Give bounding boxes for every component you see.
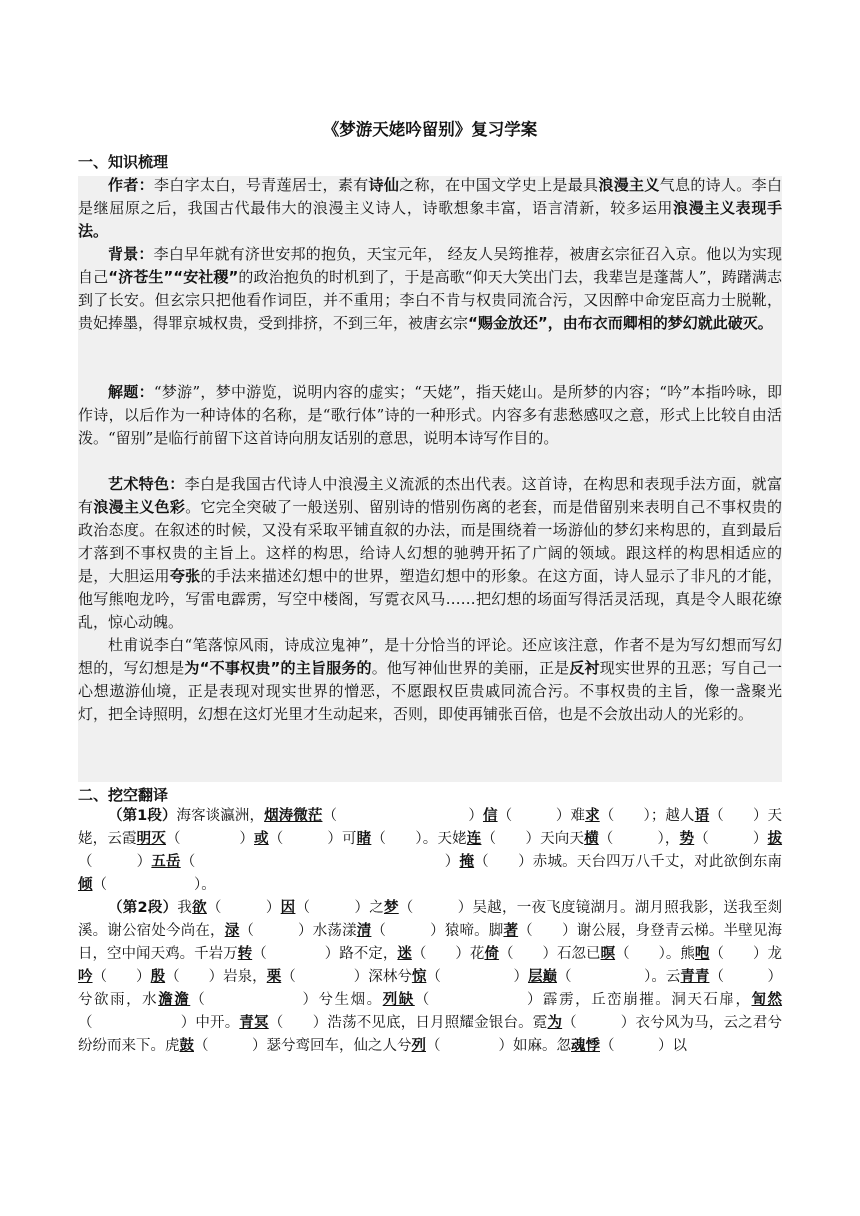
blank-keyword: 欲 [192,900,207,916]
text: 我 [177,900,193,916]
blank-keyword: 明灭 [136,831,167,847]
blank-keyword: 连 [466,831,482,847]
text: 。他写神仙世界的美丽，正是 [371,659,570,677]
blank-keyword: 惊 [411,969,427,985]
blank-keyword: 睹 [356,831,372,847]
text: 现实世界的丑恶；写自己一心想遨游仙境，正是表现对现实世界的憎恶，不愿跟权臣贵戚同流合污。不事权贵的主旨，像一盏聚光灯，把全诗照明，幻想在这灯光里才生动起来，否则，即使再铺张百倍，也是不会放出动人的光彩的。 [78,659,782,723]
blank-keyword: 澹澹 [158,992,191,1008]
blank-keyword: 烟涛微茫 [264,808,323,824]
text: 的政治抱负的时机到了，于是高歌“仰天大笑出门去，我辈岂是蓬蒿人”，踌躇满志到了长安。但玄宗只把他看作词臣，并不重用；李白不肯与权贵同流合污，又因醉中命宠臣高力士脱靴，贵妃捧墨，得罪京城权贵，受到排挤，不到三年，被唐玄宗 [78,268,782,332]
text: （ ）吴越，一夜飞度镜湖月。湖月照我影，送我至剡溪。谢公宿处今尚在， [78,900,783,939]
text: （ ）以 [600,1038,687,1054]
text: 之称，在中国文学史上是最具 [399,176,599,194]
text: （ ）。 [92,877,216,893]
text: （ ）中开。 [78,1015,240,1031]
text: （ ）猿啼。脚 [371,923,504,939]
blank-keyword: 因 [280,900,296,916]
blank-keyword: 青青 [680,969,710,985]
blank-keyword: 转 [237,946,253,962]
text: （ ）岩泉， [165,969,267,985]
blank-keyword: 倚 [484,946,499,962]
bold-term: 浪漫主义表现手法。 [78,199,782,240]
bold-term: 反衬 [569,659,600,677]
text: 杜甫说李白“笔落惊风雨，诗成泣鬼神”，是十分恰当的评论。还应该注意，作者不是为写幻想而写幻想的，写幻想是 [78,636,782,677]
bold-term: 夸张 [169,567,201,585]
text: （ ）；越人 [599,808,695,824]
section-heading-translation: 二、挖空翻译 [78,786,169,804]
blank-keyword: 迷 [397,946,412,962]
text: （ ）石忽已 [498,946,601,962]
text: 海客谈瀛洲， [176,808,265,824]
blank-keyword: 信 [482,808,498,824]
blank-keyword: 语 [694,808,710,824]
text: （ ）瑟兮鸾回车，仙之人兮 [194,1038,412,1054]
text: （ ）可 [268,831,357,847]
text: （ ）谢公屐，身登青云梯。半壁见海日，空中闻天鸡。千岩万 [78,923,783,962]
author-paragraph [78,174,782,243]
blank-keyword: 梦 [383,900,399,916]
text: （ ） [322,808,483,824]
section-heading-knowledge: 一、知识梳理 [78,153,169,171]
blank-keyword: 列缺 [382,992,415,1008]
text: （ ）浩荡不见底，日月照耀金银台。霓 [268,1015,548,1031]
text: （ ）天姥，云霞 [78,808,783,847]
blank-keyword: 或 [254,831,269,847]
blank-keyword: 咆 [694,946,710,962]
text: 的手法来描述幻想中的世界，塑造幻想中的形象。在这方面，诗人显示了非凡的才能，他写熊咆龙吟，写雷电霹雳，写空中楼阁，写霓衣风马……把幻想的场面写得活灵活现，真是令人眼花缭乱，惊心动魄。 [78,567,782,631]
blank-keyword: 青冥 [239,1015,269,1031]
blank-keyword: 倾 [78,877,93,893]
text: 李白字太白，号青莲居士，素有 [153,176,369,194]
text: （ ） [694,831,768,847]
text: “梦游”，梦中游览，说明内容的虚实；“天姥”，指天姥山。是所梦的内容；“吟”本指吟咏，即作诗，以后作为一种诗体的名称，是“歌行体”诗的一种形式。内容多有悲愁感叹之意，形式上比较自由活泼。“留别”是临行前留下这首诗向朋友话别的意思，说明本诗写作目的。 [78,383,782,447]
text: （ ） [426,969,528,985]
paragraph-marker: （第2段） [108,900,178,916]
blank-keyword: 列 [411,1038,426,1054]
blank-keyword: 吟 [78,969,93,985]
text: （ ） [92,969,151,985]
text: （ ）赤城。天台四万八千丈，对此欲倒东南 [474,854,783,870]
text: （ ）路不定， [252,946,398,962]
blank-keyword: 暝 [600,946,616,962]
dufu-paragraph [78,634,782,726]
blank-keyword: 著 [503,923,519,939]
text: （ ）兮生烟。 [190,992,383,1008]
bold-term: “赐金放还”，由布衣而卿相的梦幻就此破灭。 [468,314,773,332]
blank-keyword: 拔 [767,831,783,847]
background-label: 背景： [108,245,154,263]
bold-term: 浪漫主义色彩 [93,498,186,516]
background-paragraph [78,243,782,335]
author-label: 作者： [108,176,154,194]
text: （ ）龙 [709,946,782,962]
blank-keyword: 势 [679,831,695,847]
text: （ ）之 [295,900,384,916]
blank-keyword: 五岳 [151,854,181,870]
text: （ ）天向天 [481,831,585,847]
text: （ ）兮欲雨，水 [78,969,782,1008]
blank-keyword: 掩 [459,854,475,870]
blank-keyword: 渌 [224,923,240,939]
explain-paragraph [78,381,782,450]
text: （ ）难 [497,808,586,824]
art-label: 艺术特色： [108,475,185,493]
document-title: 《梦游天姥吟留别》复习学案 [322,120,538,139]
text: （ ）如麻。忽 [426,1038,571,1054]
text: （ ）。天姥 [371,831,467,847]
text: （ ）霹雳，丘峦崩摧。洞天石扉， [414,992,752,1008]
paragraph-marker: （第1段） [108,808,177,824]
blank-keyword: 求 [585,808,600,824]
bold-term: “济苍生”“安社稷” [108,268,239,286]
blank-keyword: 为 [547,1015,563,1031]
explain-label: 解题： [108,383,154,401]
text: （ ）花 [411,946,485,962]
blank-keyword: 清 [356,923,372,939]
blank-keyword: 訇然 [751,992,783,1008]
art-paragraph [78,473,782,634]
bold-term: 诗仙 [368,176,400,194]
text: （ ）。云 [557,969,681,985]
translation-paragraph-2 [78,897,782,1058]
text: （ ）， [598,831,680,847]
blank-keyword: 鼓 [179,1038,194,1054]
text: 。它完全突破了一般送别、留别诗的惜别伤离的老套，而是借留别来表明自己不事权贵的政治态度。在叙述的时候，又没有采取平铺直叙的办法，而是围绕着一场游仙的梦幻来构思的，直到最后才落到不事权贵的主旨上。这样的构思，给诗人幻想的驰骋开拓了广阔的领域。跟这样的构思相适应的是，大胆运用 [78,498,782,585]
bold-term: 为“不事权贵”的主旨服务的 [184,659,372,677]
text: 气息的诗人。李白是继屈原之后，我国古代最伟大的浪漫主义诗人，诗歌想象丰富，语言清新，较多运用 [78,176,782,217]
text: （ ） [180,854,460,870]
text: （ ） [78,854,152,870]
blank-keyword: 殷 [150,969,166,985]
text: （ ） [206,900,281,916]
text: 李白早年就有济世安邦的抱负，天宝元年， 经友人吴筠推荐，被唐玄宗征召入京。他以为实现自己 [78,245,782,286]
translation-paragraph-1 [78,805,782,897]
bold-term: 浪漫主义 [598,176,660,194]
blank-keyword: 栗 [266,969,282,985]
text: （ ）。熊 [615,946,695,962]
text: 李白是我国古代诗人中浪漫主义流派的杰出代表。这首诗，在构思和表现手法方面，就富有 [78,475,782,516]
text: （ ）衣兮风为马，云之君兮纷纷而来下。虎 [78,1015,783,1054]
blank-keyword: 层巅 [527,969,558,985]
text: （ ）水荡漾 [239,923,357,939]
blank-keyword: 横 [584,831,599,847]
text: （ ）深林兮 [281,969,412,985]
text: （ ） [166,831,255,847]
blank-keyword: 魂悸 [571,1038,600,1054]
